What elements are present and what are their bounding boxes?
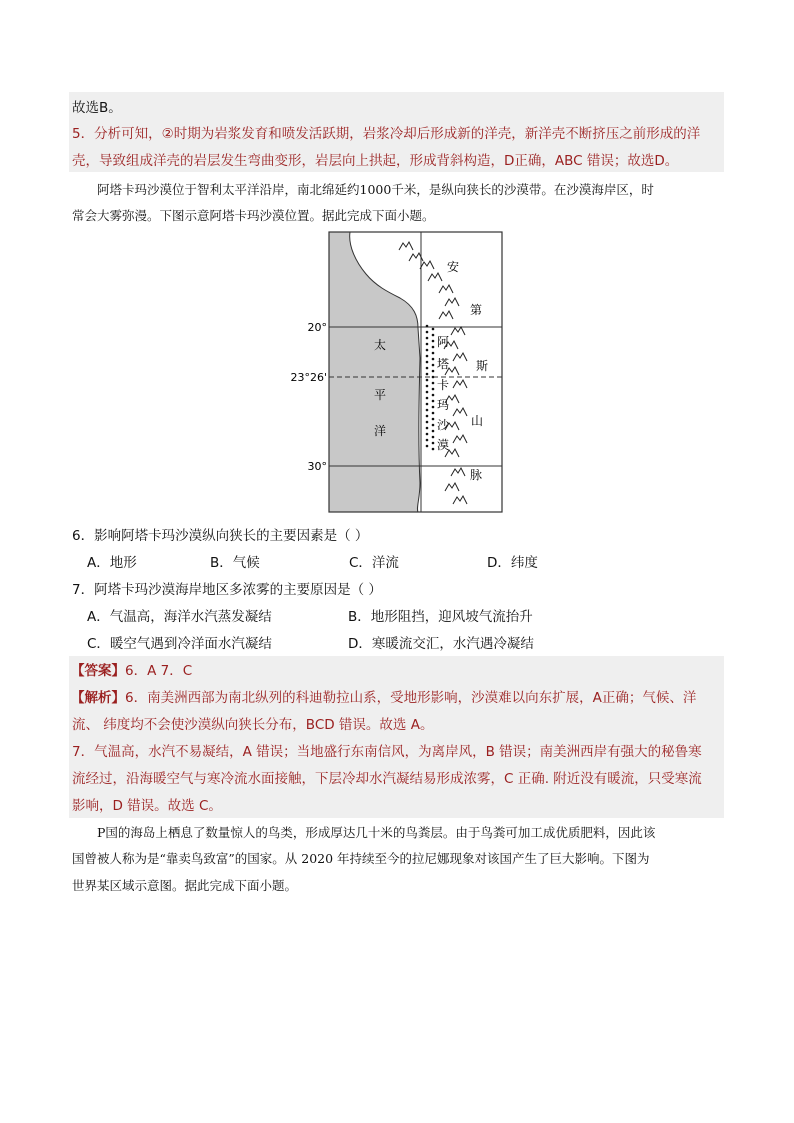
intro-paragraph-line: 世界某区域示意图。据此完成下面小题。 bbox=[72, 878, 298, 893]
atacama-location-map bbox=[290, 228, 508, 516]
intro-paragraph-line: P国的海岛上栖息了数量惊人的鸟类，形成厚达几十米的鸟粪层。由于鸟粪可加工成优质肥料，因此该 bbox=[97, 825, 656, 840]
q6-option-d[interactable]: D．纬度 bbox=[487, 555, 538, 571]
latitude-20-label: 20° bbox=[307, 321, 327, 334]
desert-dot bbox=[432, 346, 435, 349]
ocean-label-char: 洋 bbox=[373, 424, 387, 438]
desert-dot bbox=[426, 367, 429, 370]
pacific-ocean-area bbox=[329, 232, 420, 512]
desert-dot bbox=[432, 376, 435, 379]
ocean-label-char: 太 bbox=[373, 338, 387, 352]
desert-dot bbox=[426, 337, 429, 340]
mountain-label-char: 脉 bbox=[469, 468, 483, 482]
desert-dot bbox=[432, 340, 435, 343]
mountain-symbol bbox=[453, 435, 467, 443]
desert-dot bbox=[432, 388, 435, 391]
mountain-symbol bbox=[451, 327, 465, 335]
q7-option-c[interactable]: C．暖空气遇到冷洋面水汽凝结 bbox=[87, 636, 272, 652]
desert-dot bbox=[432, 430, 435, 433]
desert-dot bbox=[426, 355, 429, 358]
mountain-label-char: 第 bbox=[469, 303, 483, 317]
desert-dot bbox=[426, 331, 429, 334]
answer-label: 【答案】 bbox=[71, 663, 125, 679]
intro-paragraph-line: 常会大雾弥漫。下图示意阿塔卡玛沙漠位置。据此完成下面小题。 bbox=[72, 208, 435, 223]
desert-dot bbox=[426, 343, 429, 346]
desert-label-char: 漠 bbox=[436, 438, 450, 452]
desert-dot bbox=[432, 382, 435, 385]
mountain-symbol bbox=[453, 496, 467, 504]
desert-dot bbox=[432, 394, 435, 397]
desert-dot bbox=[426, 397, 429, 400]
mountain-symbol bbox=[399, 242, 413, 250]
desert-label-char: 卡 bbox=[436, 378, 450, 392]
desert-dot bbox=[426, 421, 429, 424]
mountain-symbol bbox=[439, 311, 453, 319]
desert-dot bbox=[432, 448, 435, 451]
mountain-symbol bbox=[453, 380, 467, 388]
desert-dot bbox=[432, 352, 435, 355]
desert-dot bbox=[426, 373, 429, 376]
desert-dot bbox=[432, 358, 435, 361]
desert-dot bbox=[426, 361, 429, 364]
analysis-67-line: 流、 纬度均不会使沙漠纵向狭长分布，BCD 错误。故选 A。 bbox=[72, 717, 434, 733]
mountain-label-char: 山 bbox=[470, 414, 484, 428]
ocean-label-char: 平 bbox=[373, 388, 387, 402]
desert-dot bbox=[426, 409, 429, 412]
latitude-tropic-label: 23°26' bbox=[290, 371, 327, 384]
desert-dot bbox=[426, 415, 429, 418]
desert-dot bbox=[432, 370, 435, 373]
analysis-5-line: 壳，导致组成洋壳的岩层发生弯曲变形，岩层向上拱起，形成背斜构造，D正确，ABC 错误；故选D。 bbox=[72, 153, 679, 169]
q6-option-b[interactable]: B．气候 bbox=[210, 555, 260, 571]
desert-dot bbox=[426, 391, 429, 394]
analysis-67-line: 流经过，沿海暖空气与寒冷流水面接触，下层冷却水汽凝结易形成浓雾，C 正确. 附近没有暖流，只受寒流 bbox=[72, 771, 702, 787]
desert-dot bbox=[426, 445, 429, 448]
desert-label-char: 塔 bbox=[436, 357, 450, 371]
latitude-30-label: 30° bbox=[307, 460, 327, 473]
desert-dot bbox=[432, 436, 435, 439]
desert-dot bbox=[426, 403, 429, 406]
desert-dot bbox=[432, 328, 435, 331]
question-7-stem: 7．阿塔卡玛沙漠海岸地区多浓雾的主要原因是（ ） bbox=[72, 582, 382, 598]
desert-dot bbox=[426, 379, 429, 382]
mountain-symbol bbox=[453, 408, 467, 416]
q7-option-d[interactable]: D．寒暖流交汇，水汽遇冷凝结 bbox=[348, 636, 534, 652]
mountain-symbol bbox=[445, 298, 459, 306]
desert-dot bbox=[426, 433, 429, 436]
analysis-67-line: 影响，D 错误。故选 C。 bbox=[72, 798, 222, 814]
question-6-stem: 6．影响阿塔卡玛沙漠纵向狭长的主要因素是（ ） bbox=[72, 528, 369, 544]
analysis-text: 6．南美洲西部为南北纵列的科迪勒拉山系，受地形影响，沙漠难以向东扩展，A正确；气候、洋 bbox=[125, 690, 697, 706]
desert-dot bbox=[432, 442, 435, 445]
q6-option-c[interactable]: C．洋流 bbox=[349, 555, 399, 571]
analysis-label: 【解析】 bbox=[71, 690, 125, 706]
mountain-symbol bbox=[420, 261, 434, 269]
mountain-symbol bbox=[445, 483, 459, 491]
desert-dot bbox=[426, 349, 429, 352]
q7-option-a[interactable]: A．气温高，海洋水汽蒸发凝结 bbox=[87, 609, 272, 625]
intro-paragraph-line: 国曾被人称为是“靠卖鸟致富”的国家。从 2020 年持续至今的拉尼娜现象对该国产生了巨大影响。下图为 bbox=[72, 851, 650, 866]
desert-dot bbox=[432, 400, 435, 403]
mountain-label-char: 斯 bbox=[475, 359, 489, 373]
desert-dot bbox=[426, 325, 429, 328]
q7-option-b[interactable]: B．地形阻挡，迎风坡气流抬升 bbox=[348, 609, 533, 625]
analysis-67-line: 7．气温高，水汽不易凝结，A 错误；当地盛行东南信风，为离岸风，B 错误；南美洲西岸有强大的秘鲁寒 bbox=[72, 744, 702, 760]
analysis-67-line bbox=[71, 686, 696, 706]
mountain-symbol bbox=[453, 353, 467, 361]
mountain-label-char: 安 bbox=[446, 260, 460, 274]
answer-line: 故选B。 bbox=[72, 100, 122, 116]
answer-text: 6．A 7．C bbox=[125, 663, 193, 679]
desert-dot bbox=[432, 334, 435, 337]
q6-option-a[interactable]: A．地形 bbox=[87, 555, 137, 571]
desert-dot bbox=[426, 385, 429, 388]
mountain-symbol bbox=[451, 468, 465, 476]
mountain-symbol bbox=[439, 285, 453, 293]
desert-label-char: 沙 bbox=[436, 418, 450, 432]
desert-label-char: 玛 bbox=[436, 398, 450, 412]
desert-dot bbox=[432, 406, 435, 409]
desert-dot bbox=[432, 424, 435, 427]
desert-dot bbox=[432, 418, 435, 421]
answer-67-line bbox=[71, 659, 192, 679]
desert-label-char: 阿 bbox=[436, 335, 450, 349]
desert-dot bbox=[432, 412, 435, 415]
analysis-5-line: 5．分析可知，②时期为岩浆发育和喷发活跃期，岩浆冷却后形成新的洋壳，新洋壳不断挤压之前形成的洋 bbox=[72, 126, 701, 142]
mountain-symbol bbox=[428, 273, 442, 281]
desert-dot-pattern bbox=[426, 325, 435, 451]
intro-paragraph-line: 阿塔卡玛沙漠位于智利太平洋沿岸，南北绵延约1000千米，是纵向狭长的沙漠带。在沙漠海岸区，时 bbox=[97, 182, 654, 197]
desert-dot bbox=[426, 439, 429, 442]
desert-dot bbox=[426, 427, 429, 430]
desert-dot bbox=[432, 364, 435, 367]
